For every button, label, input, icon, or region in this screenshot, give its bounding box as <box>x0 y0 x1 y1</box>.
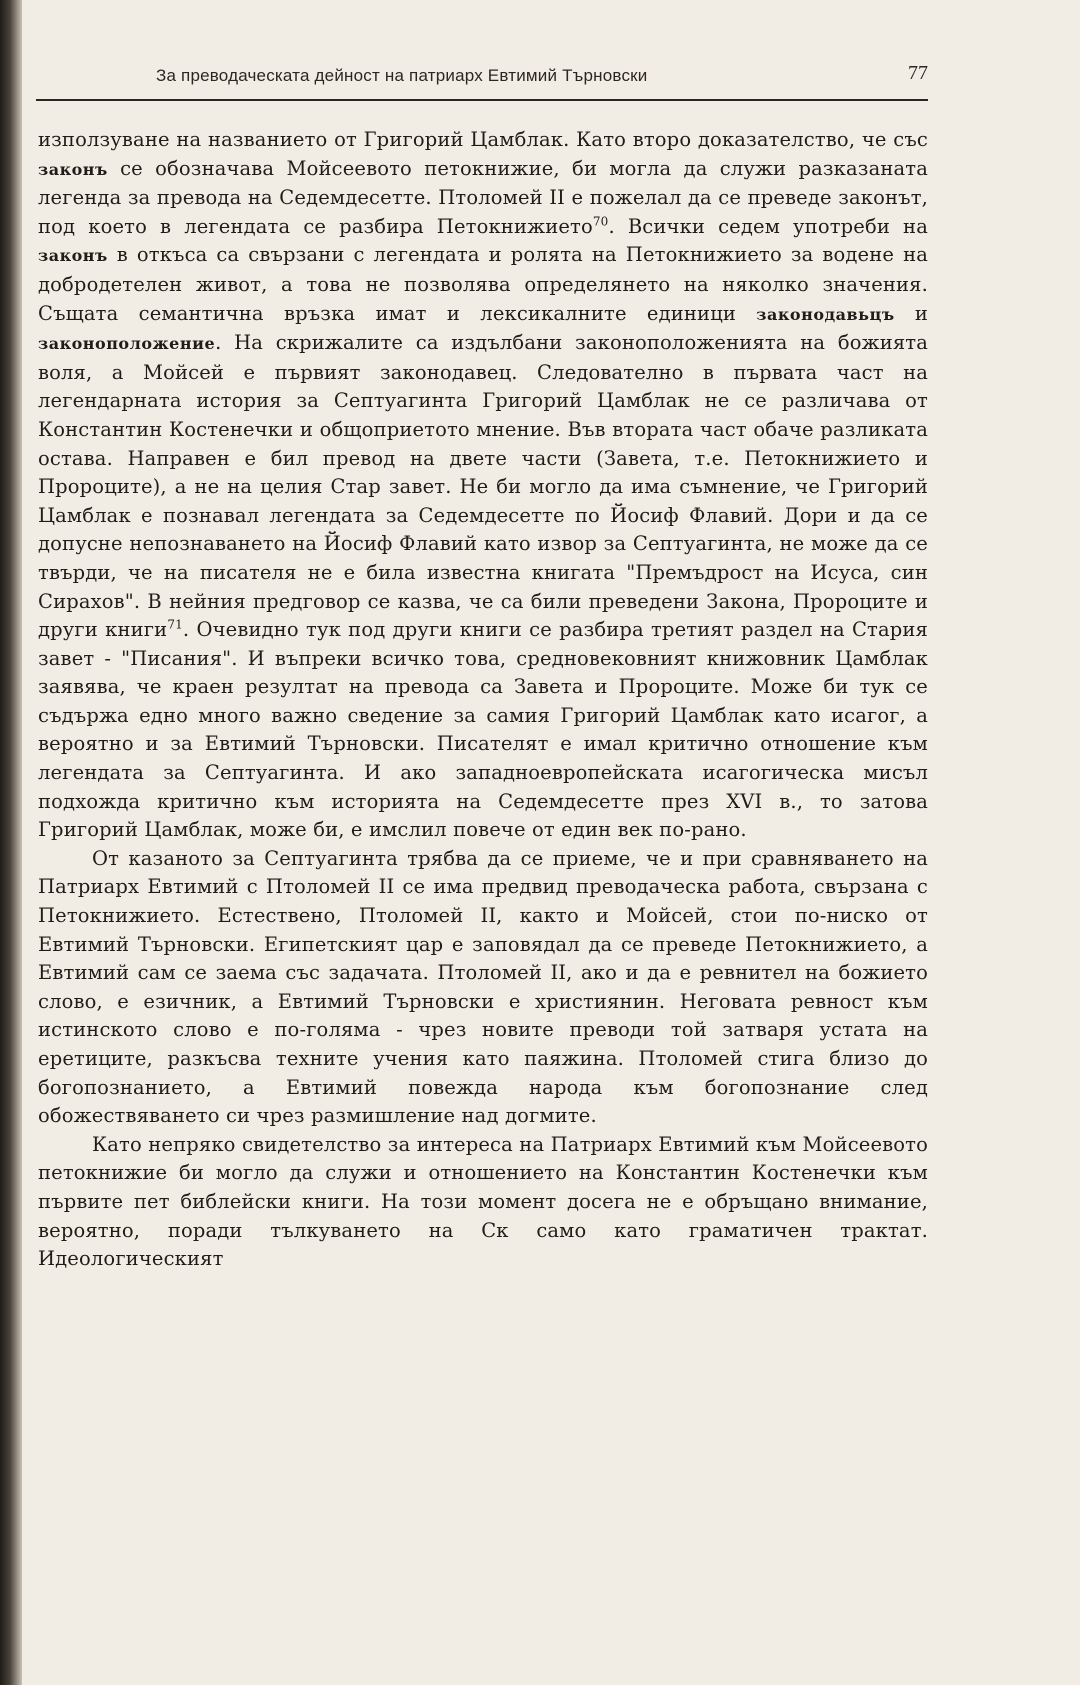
footnote-ref: 71 <box>167 617 183 632</box>
page-number: 77 <box>908 62 928 84</box>
text-run: използуване на названието от Григорий Цамблак. Като второ доказателство, че със <box>38 128 928 151</box>
running-header <box>36 60 928 90</box>
text-run: От казаното за Септуагинта трябва да се приеме, че и при сравняването на Патриарх Евтимий с Птоломей II се има предвид преводаческа работа, свързана с Петокнижието. Естествено, Птоломей II, както и Мойсей, стои по-ниско от Евтимий Търновски. Египетският цар е заповядал да се преведе Петокнижието, а Евтимий сам се заема със задачата. Птоломей II, ако и да е ревнител на божието слово, е езичник, а Евтимий Търновски е християнин. Неговата ревност към истинското слово е по-голяма - чрез новите преводи той затваря устата на еретиците, разкъсва техните учения като паяжина. Птоломей стига близо до богопознанието, а Евтимий повежда народа към богопознание след обожествяването си чрез размишление над догмите. <box>38 846 928 1128</box>
text-run: се обозначава Мойсеевото петокнижие, би могла да служи разказаната легенда за превода на Седемдесетте. Птоломей II е пожелал да се преведе законът, под което в легендата се разбира Петокнижието <box>38 156 928 238</box>
text-run: Като непряко свидетелство за интереса на Патриарх Евтимий към Мойсеевото петокнижие би могло да служи и отношението на Константин Костенечки към първите пет библейски книги. На този момент досега не е обръщано внимание, вероятно, поради тълкуването на Ск само като граматичен трактат. Идеологическият <box>38 1132 928 1271</box>
slavonic-term: законъ <box>38 159 108 179</box>
slavonic-term: законодавьцъ <box>756 304 895 324</box>
running-title: За преводаческата дейност на патриарх Евтимий Търновски <box>156 66 648 85</box>
header-rule <box>36 99 928 101</box>
text-run: . На скрижалите са издълбани законоположенията на божията воля, а Мойсей е първият законодавец. Следователно в първата част на легендарната история за Септуагинта Григорий Цамблак не се различава от Константин Костенечки и общоприетото мнение. Във втората част обаче разликата остава. Направен е бил превод на двете части (Завета, т.е. Петокнижието и Пророците), а не на целия Стар завет. Не би могло да има съмнение, че Григорий Цамблак е познавал легендата за Седемдесетте по Йосиф Флавий. Дори и да се допусне непознаването на Йосиф Флавий като извор за Септуагинта, не може да се твърди, че на писателя не е била известна книгата "Премъдрост на Исуса, син Сирахов". В нейния предговор се казва, че са били преведени Закона, Пророците и други книги <box>38 331 928 642</box>
text-run: . Всички седем употреби на <box>608 214 928 238</box>
slavonic-term: законоположение <box>38 334 216 354</box>
text-run: . Очевидно тук под други книги се разбира третият раздел на Стария завет - "Писания". И въпреки всичко това, средновековният книжовник Цамблак заявява, че краен резултат на превода са Завета и Пророците. Може би тук се съдържа едно много важно сведение за самия Григорий Цамблак като исагог, а вероятно и за Евтимий Търновски. Писателят е имал критично отношение към легендата за Септуагинта. И ако западноевропейската исагогическа мисъл подхожда критично към историята на Седемдесетте през XVI в., то затова Григорий Цамблак, може би, е имслил повече от един век по-рано. <box>38 618 928 842</box>
body-text <box>38 126 928 1274</box>
footnote-ref: 70 <box>592 214 609 229</box>
paragraph <box>38 126 928 845</box>
text-run: в откъса са свързани с легендата и ролята на Петокнижието за водене на добродетелен живот, а това не позволява определянето на няколко значения. Същата семантична връзка имат и лексикалните единици <box>38 243 928 325</box>
paragraph <box>38 1131 928 1274</box>
text-run: и <box>894 301 929 325</box>
slavonic-term: законъ <box>38 246 108 266</box>
paragraph <box>38 845 928 1131</box>
